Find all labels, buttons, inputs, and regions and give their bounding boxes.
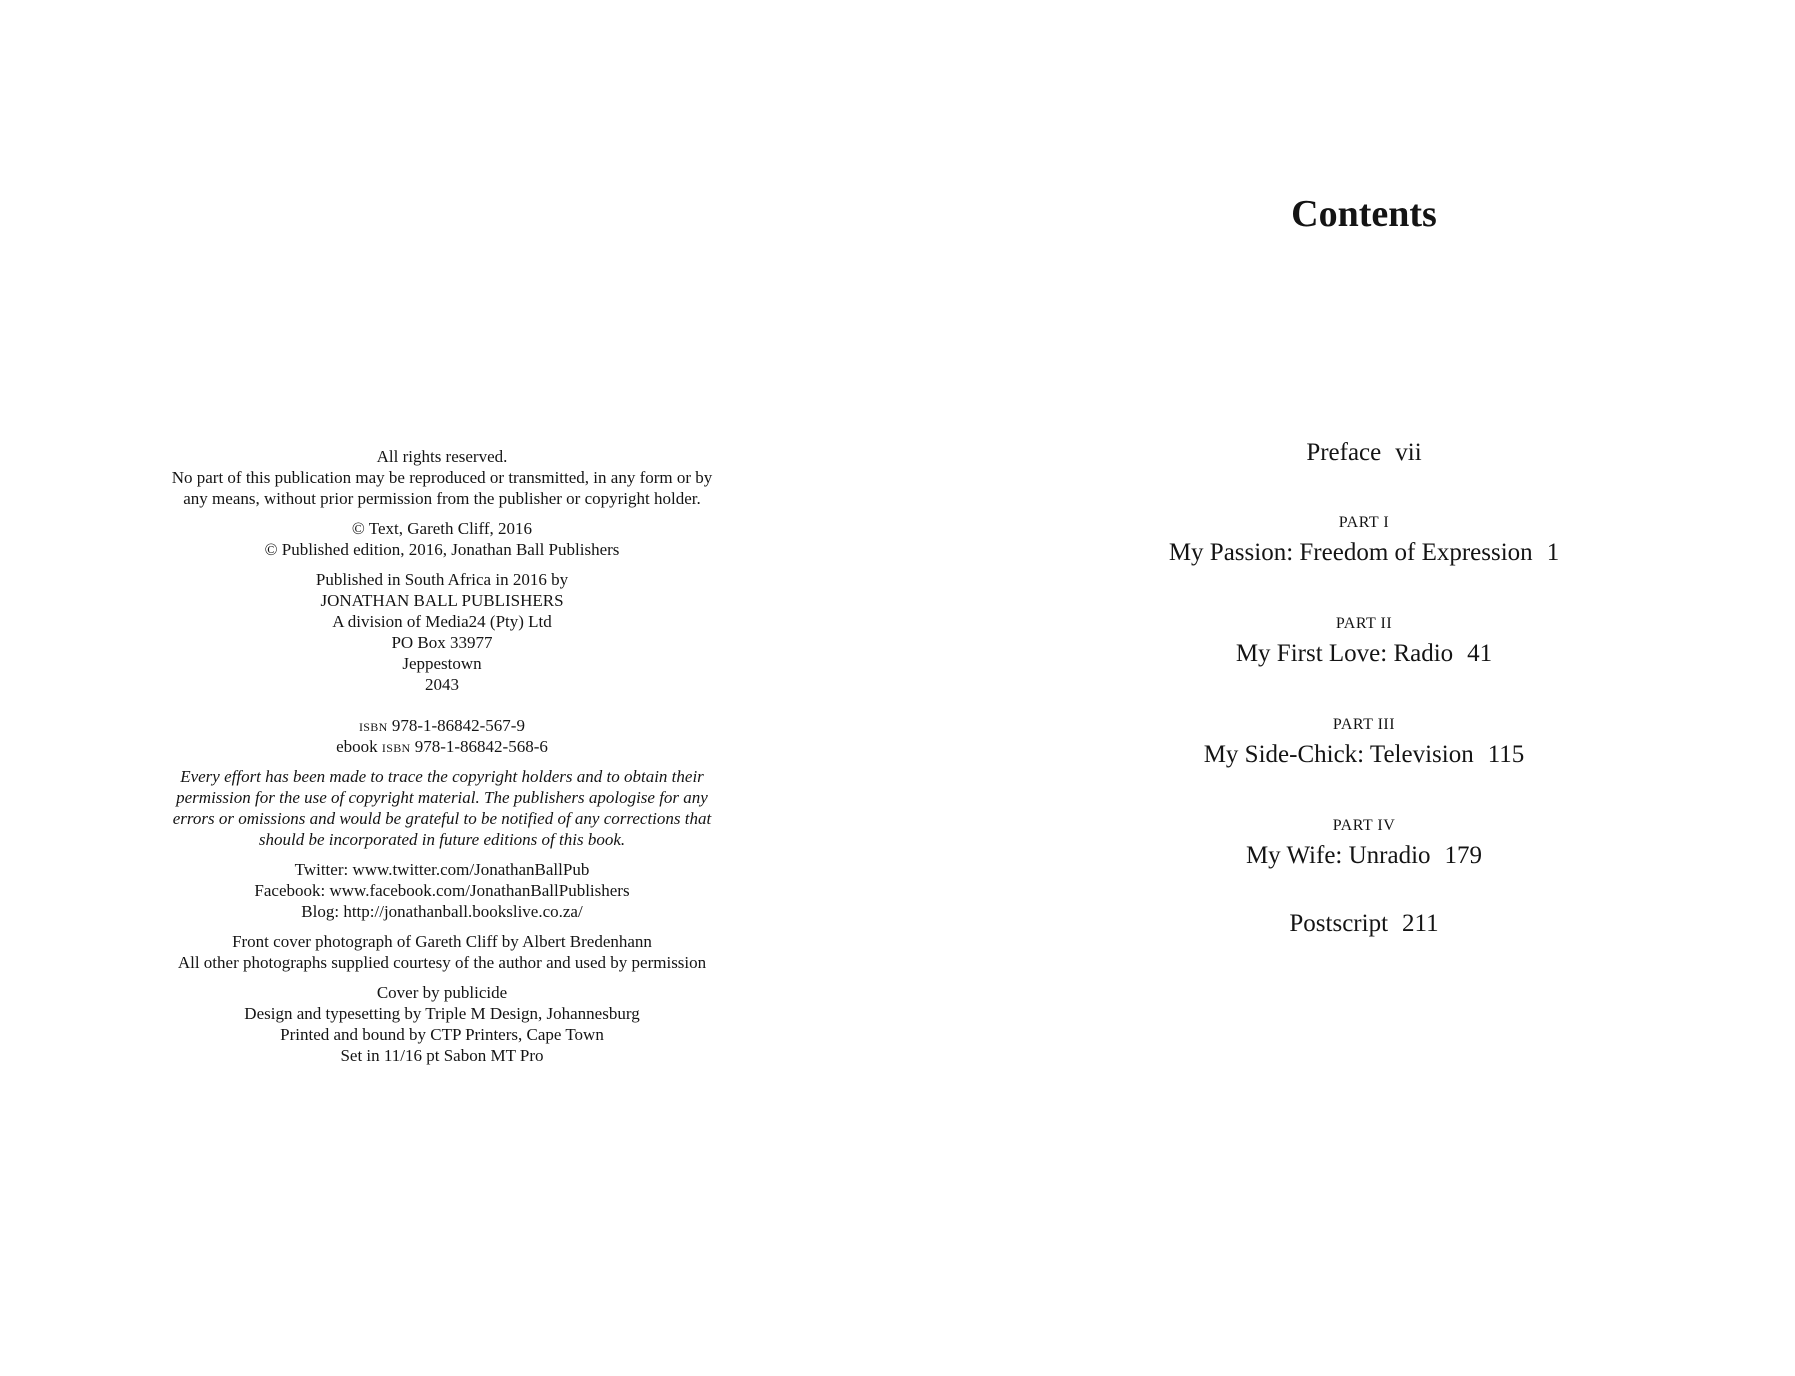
toc-entry-part-3 xyxy=(1064,740,1664,770)
photo-credits xyxy=(142,931,742,973)
social-links xyxy=(142,859,742,922)
production-line: Printed and bound by CTP Printers, Cape Town xyxy=(280,1025,604,1044)
isbn-value: 978-1-86842-568-6 xyxy=(414,737,548,756)
page-title: Contents xyxy=(1291,193,1437,235)
toc-entry-title: My First Love: Radio xyxy=(1235,640,1454,667)
rights-line: any means, without prior permission from the publisher or copyright holder. xyxy=(183,489,701,508)
toc-entry-part-2 xyxy=(1064,639,1664,669)
toc-page-number: 179 xyxy=(1444,842,1483,869)
toc-entry-preface xyxy=(1064,438,1664,468)
toc-entry-title: My Passion: Freedom of Expression xyxy=(1168,539,1533,566)
isbn-print xyxy=(142,715,742,736)
toc-entry-title: My Wife: Unradio xyxy=(1245,842,1431,869)
toc-page-number: 41 xyxy=(1467,640,1493,667)
copyright-line: © Text, Gareth Cliff, 2016 xyxy=(351,519,533,538)
publisher-line: PO Box 33977 xyxy=(391,633,493,652)
production-credits xyxy=(142,982,742,1066)
copyright-line: © Published edition, 2016, Jonathan Ball Publishers xyxy=(264,540,620,559)
toc-part-label: PART III xyxy=(1332,716,1396,733)
toc-entry-title: Preface xyxy=(1306,439,1382,466)
isbn-block xyxy=(142,715,742,757)
toc-entry-part-1 xyxy=(1064,538,1664,568)
publisher-line: Published in South Africa in 2016 by xyxy=(315,570,569,589)
toc-part-label: PART IV xyxy=(1332,817,1396,834)
toc-entry-title: My Side-Chick: Television xyxy=(1203,741,1474,768)
ebook-prefix: ebook xyxy=(336,737,378,756)
copyright-notice xyxy=(142,518,742,560)
isbn-label: isbn xyxy=(359,716,388,735)
isbn-label: isbn xyxy=(381,737,411,756)
publisher-line: 2043 xyxy=(425,675,459,694)
rights-line: All rights reserved. xyxy=(376,447,508,466)
toc-page-number: 1 xyxy=(1546,539,1560,566)
twitter-link: Twitter: www.twitter.com/JonathanBallPub xyxy=(294,860,590,879)
production-line: Set in 11/16 pt Sabon MT Pro xyxy=(340,1046,544,1065)
rights-line: No part of this publication may be reproduced or transmitted, in any form or by xyxy=(171,468,713,487)
production-line: Design and typesetting by Triple M Design, Johannesburg xyxy=(244,1004,640,1023)
publisher-line: JONATHAN BALL PUBLISHERS xyxy=(320,591,564,610)
production-line: Cover by publicide xyxy=(376,983,508,1002)
toc-page-number: 115 xyxy=(1487,741,1525,768)
toc-entry-title: Postscript xyxy=(1289,910,1389,937)
disclaimer-line: Every effort has been made to trace the copyright holders and to obtain their xyxy=(180,767,704,786)
toc-entry-part-4 xyxy=(1064,841,1664,871)
isbn-ebook xyxy=(142,736,742,757)
imprint-page xyxy=(142,446,742,1075)
toc-page-number: 211 xyxy=(1402,910,1439,937)
copyright-disclaimer xyxy=(142,766,742,850)
disclaimer-line: should be incorporated in future editions of this book. xyxy=(258,830,626,849)
disclaimer-line: errors or omissions and would be grateful to be notified of any corrections that xyxy=(172,809,712,828)
isbn-value: 978-1-86842-567-9 xyxy=(391,716,525,735)
publisher-line: A division of Media24 (Pty) Ltd xyxy=(332,612,552,631)
toc-page-number: vii xyxy=(1395,439,1422,466)
facebook-link: Facebook: www.facebook.com/JonathanBallPublishers xyxy=(254,881,630,900)
rights-notice xyxy=(142,446,742,509)
toc-part-label: PART II xyxy=(1335,615,1393,632)
photo-credit-line: Front cover photograph of Gareth Cliff by Albert Bredenhann xyxy=(232,932,652,951)
publisher-address xyxy=(142,569,742,695)
publisher-line: Jeppestown xyxy=(402,654,482,673)
toc-part-label: PART I xyxy=(1338,514,1390,531)
blog-link: Blog: http://jonathanball.bookslive.co.za/ xyxy=(301,902,583,921)
toc-entry-postscript xyxy=(1064,909,1664,939)
photo-credit-line: All other photographs supplied courtesy of the author and used by permission xyxy=(177,953,707,972)
disclaimer-line: permission for the use of copyright material. The publishers apologise for any xyxy=(176,788,708,807)
